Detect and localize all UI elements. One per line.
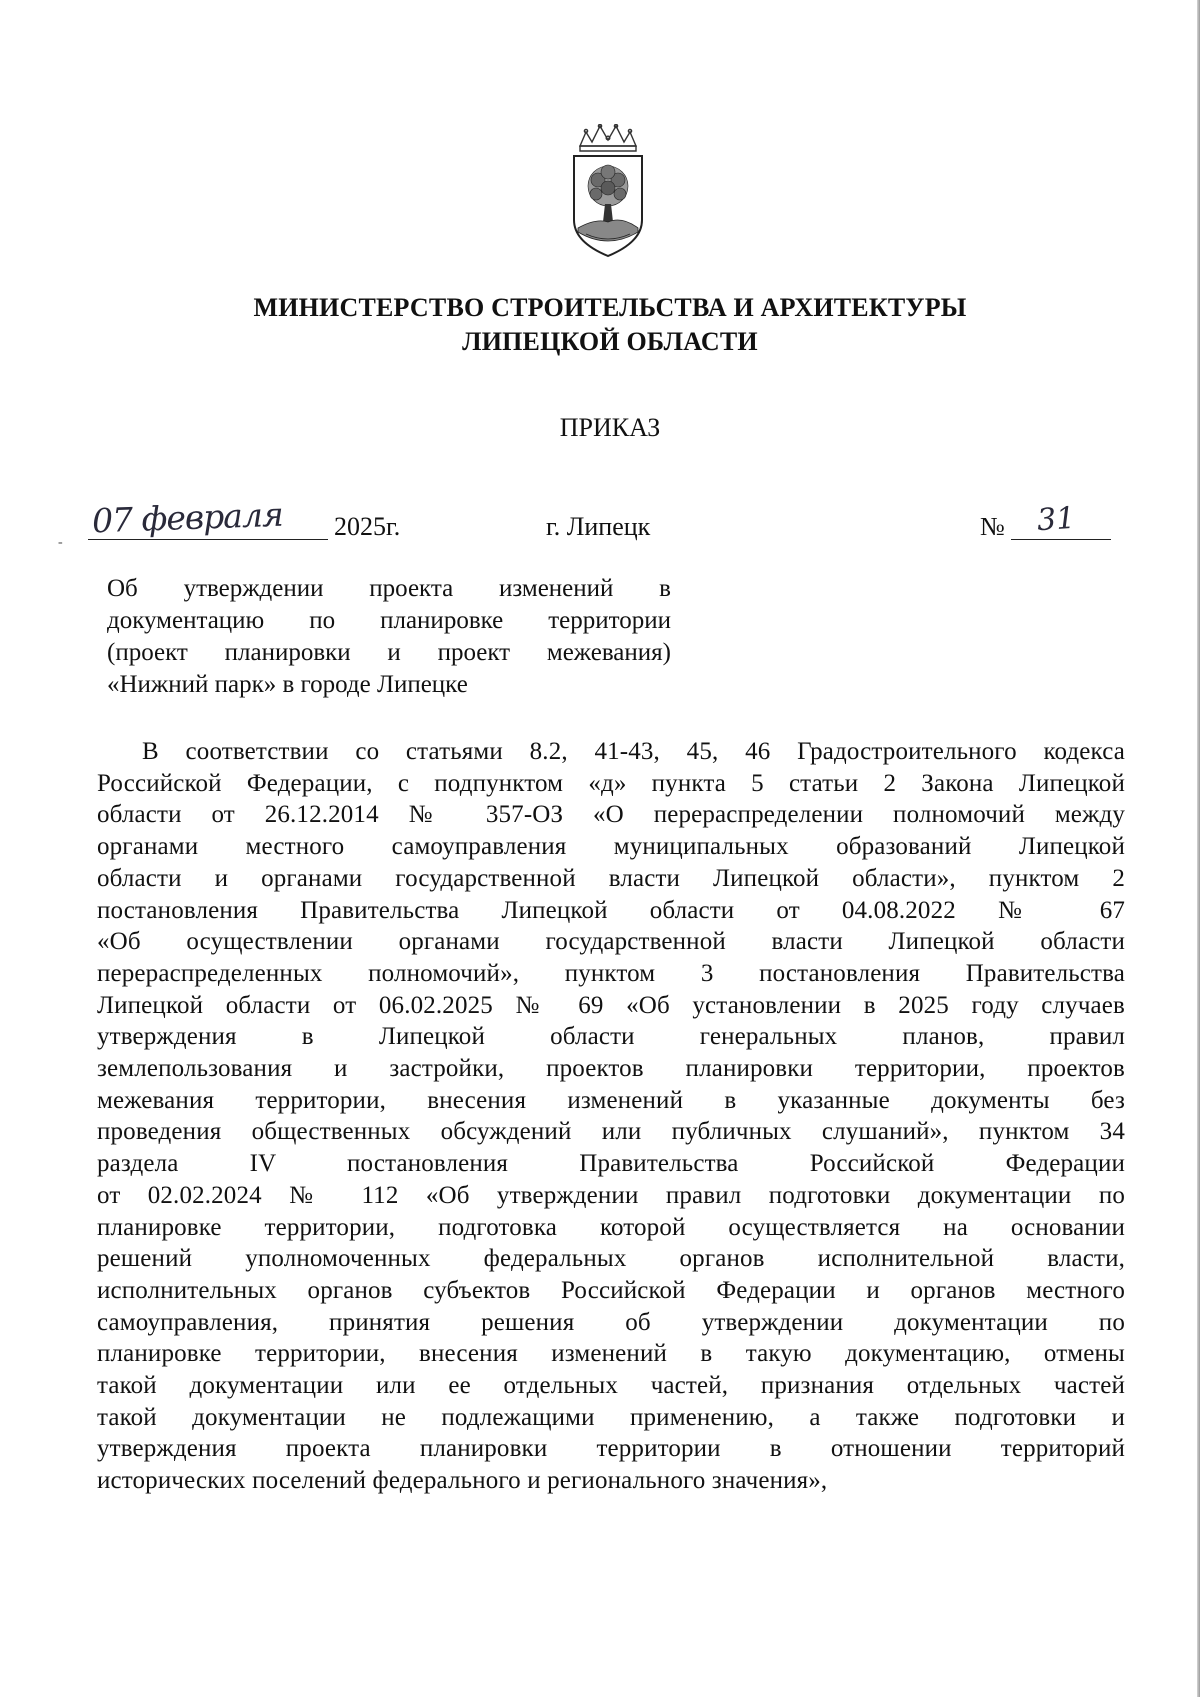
body-line: планировке территории, подготовка которой осуществляется на основании xyxy=(97,1213,1125,1241)
number-sign: № xyxy=(980,512,1005,541)
body-line: такой документации или ее отдельных частей, признания отдельных частей xyxy=(97,1372,1125,1400)
ministry-title-line-1: МИНИСТЕРСТВО СТРОИТЕЛЬСТВА И АРХИТЕКТУРЫ xyxy=(253,293,967,322)
handwritten-number: 31 xyxy=(1035,500,1077,539)
body-line: утверждения проекта планировки территории в отношении территорий xyxy=(97,1435,1125,1463)
body-line: органами местного самоуправления муниципальных образований Липецкой xyxy=(97,833,1125,861)
subject-line: Об утверждении проекта изменений в xyxy=(107,575,671,602)
ministry-title-line-2: ЛИПЕЦКОЙ ОБЛАСТИ xyxy=(462,327,758,356)
body-line: постановления Правительства Липецкой области от 04.08.2022 № 67 xyxy=(97,896,1125,924)
body-line: раздела IV постановления Правительства Российской Федерации xyxy=(97,1150,1125,1178)
subject-line: «Нижний парк» в городе Липецке xyxy=(107,671,468,698)
body-line: землепользования и застройки, проектов планировки территории, проектов xyxy=(97,1055,1125,1083)
body-line: области и органами государственной власти Липецкой области», пунктом 2 xyxy=(97,864,1125,892)
body-line: исторических поселений федерального и регионального значения», xyxy=(97,1467,828,1495)
body-line: решений уполномоченных федеральных органов исполнительной власти, xyxy=(97,1245,1125,1273)
body-line: «Об осуществлении органами государственной власти Липецкой области xyxy=(97,928,1125,956)
body-line: самоуправления, принятия решения об утверждении документации по xyxy=(97,1308,1125,1336)
body-line: Российской Федерации, с подпунктом «д» пункта 5 статьи 2 Закона Липецкой xyxy=(97,769,1125,797)
ministry-title xyxy=(150,291,1070,359)
body-line: планировке территории, внесения изменений в такую документацию, отмены xyxy=(97,1340,1125,1368)
handwritten-date: 07 февраля xyxy=(91,494,284,541)
body-line: исполнительных органов субъектов Российской Федерации и органов местного xyxy=(97,1276,1125,1304)
body-line: такой документации не подлежащими применению, а также подготовки и xyxy=(97,1403,1125,1431)
body-line: межевания территории, внесения изменений в указанные документы без xyxy=(97,1086,1125,1114)
body-line: В соответствии со статьями 8.2, 41-43, 45, 46 Градостроительного кодекса xyxy=(142,738,1125,765)
subject-line: (проект планировки и проект межевания) xyxy=(107,639,671,666)
document-type: ПРИКАЗ xyxy=(559,413,661,442)
order-subject xyxy=(107,573,671,701)
body-line: Липецкой области от 06.02.2025 № 69 «Об установлении в 2025 году случаев xyxy=(97,991,1125,1019)
subject-line: документацию по планировке территории xyxy=(107,607,671,634)
body-line: от 02.02.2024 № 112 «Об утверждении правил подготовки документации по xyxy=(97,1181,1125,1209)
date-year: 2025г. xyxy=(334,512,401,541)
number-underline xyxy=(1011,539,1111,540)
city: г. Липецк xyxy=(546,512,651,541)
body-line: области от 26.12.2014 № 357-ОЗ «О перераспределении полномочий между xyxy=(97,801,1125,829)
body-line: перераспределенных полномочий», пунктом 3 постановления Правительства xyxy=(97,959,1125,987)
order-body xyxy=(97,736,1125,1497)
body-line: утверждения в Липецкой области генеральных планов, правил xyxy=(97,1023,1125,1051)
body-line: проведения общественных обсуждений или публичных слушаний», пунктом 34 xyxy=(97,1118,1125,1146)
date-number-row xyxy=(0,494,1200,550)
date-dash: - xyxy=(58,535,63,550)
coat-of-arms-icon xyxy=(566,124,650,260)
